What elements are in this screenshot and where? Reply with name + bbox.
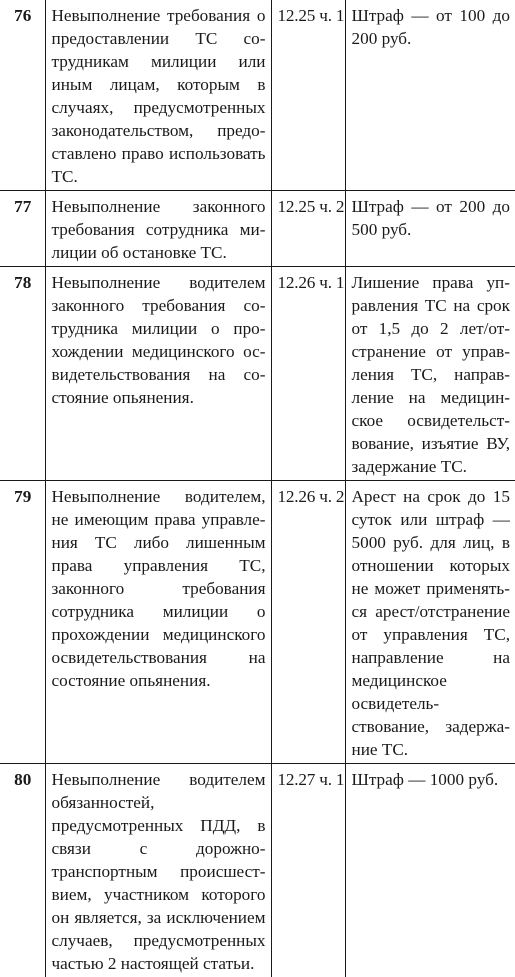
code-article: 12.26 ч. 1 — [271, 267, 345, 481]
violation-description: Невыполнение требования о предоставлении ТС сотрудникам милиции или иным лицам, которым в случаях, предусмотренных законодательством, предоставлено право использовать ТС. — [45, 0, 271, 191]
code-article: 12.26 ч. 2 — [271, 481, 345, 764]
violation-description: Невыполнение водителем, не имеющим права управления ТС либо лишенным права управления ТС, законного требования сотрудника милиции о прохождении медицинского освидетельствования на состояние опьянения. — [45, 481, 271, 764]
penalty-text: Штраф — от 200 до 500 руб. — [345, 191, 515, 267]
row-number: 76 — [0, 0, 45, 191]
penalty-text: Штраф — от 100 до 200 руб. — [345, 0, 515, 191]
code-article: 12.25 ч. 1 — [271, 0, 345, 191]
table-row — [0, 764, 515, 977]
table-row — [0, 191, 515, 267]
violation-description: Невыполнение законного требования сотрудника милиции об остановке ТС. — [45, 191, 271, 267]
penalty-text: Штраф — 1000 руб. — [345, 764, 515, 977]
row-number: 77 — [0, 191, 45, 267]
violation-description: Невыполнение водителем обязанностей, предусмотренных ПДД, в связи с дорожно-транспортным происшествием, участником которого он является, за исключением случаев, предусмотренных частью 2 настоящей статьи. — [45, 764, 271, 977]
table-row — [0, 267, 515, 481]
code-article: 12.25 ч. 2 — [271, 191, 345, 267]
row-number: 78 — [0, 267, 45, 481]
row-number: 80 — [0, 764, 45, 977]
penalty-text: Лишение права управления ТС на срок от 1,5 до 2 лет/отстранение от управления ТС, направление на медицинское освидетельствование, изъятие ВУ, задержание ТС. — [345, 267, 515, 481]
row-number: 79 — [0, 481, 45, 764]
violation-description: Невыполнение водителем законного требования сотрудника милиции о прохождении медицинского освидетельствования на состояние опьянения. — [45, 267, 271, 481]
table-row — [0, 0, 515, 191]
code-article: 12.27 ч. 1 — [271, 764, 345, 977]
penalty-text: Арест на срок до 15 суток или штраф — 5000 руб. для лиц, в отношении которых не может применяться арест/отстранение от управления ТС, направление на медицинское освидетельствование, задержание ТС. — [345, 481, 515, 764]
table-row — [0, 481, 515, 764]
